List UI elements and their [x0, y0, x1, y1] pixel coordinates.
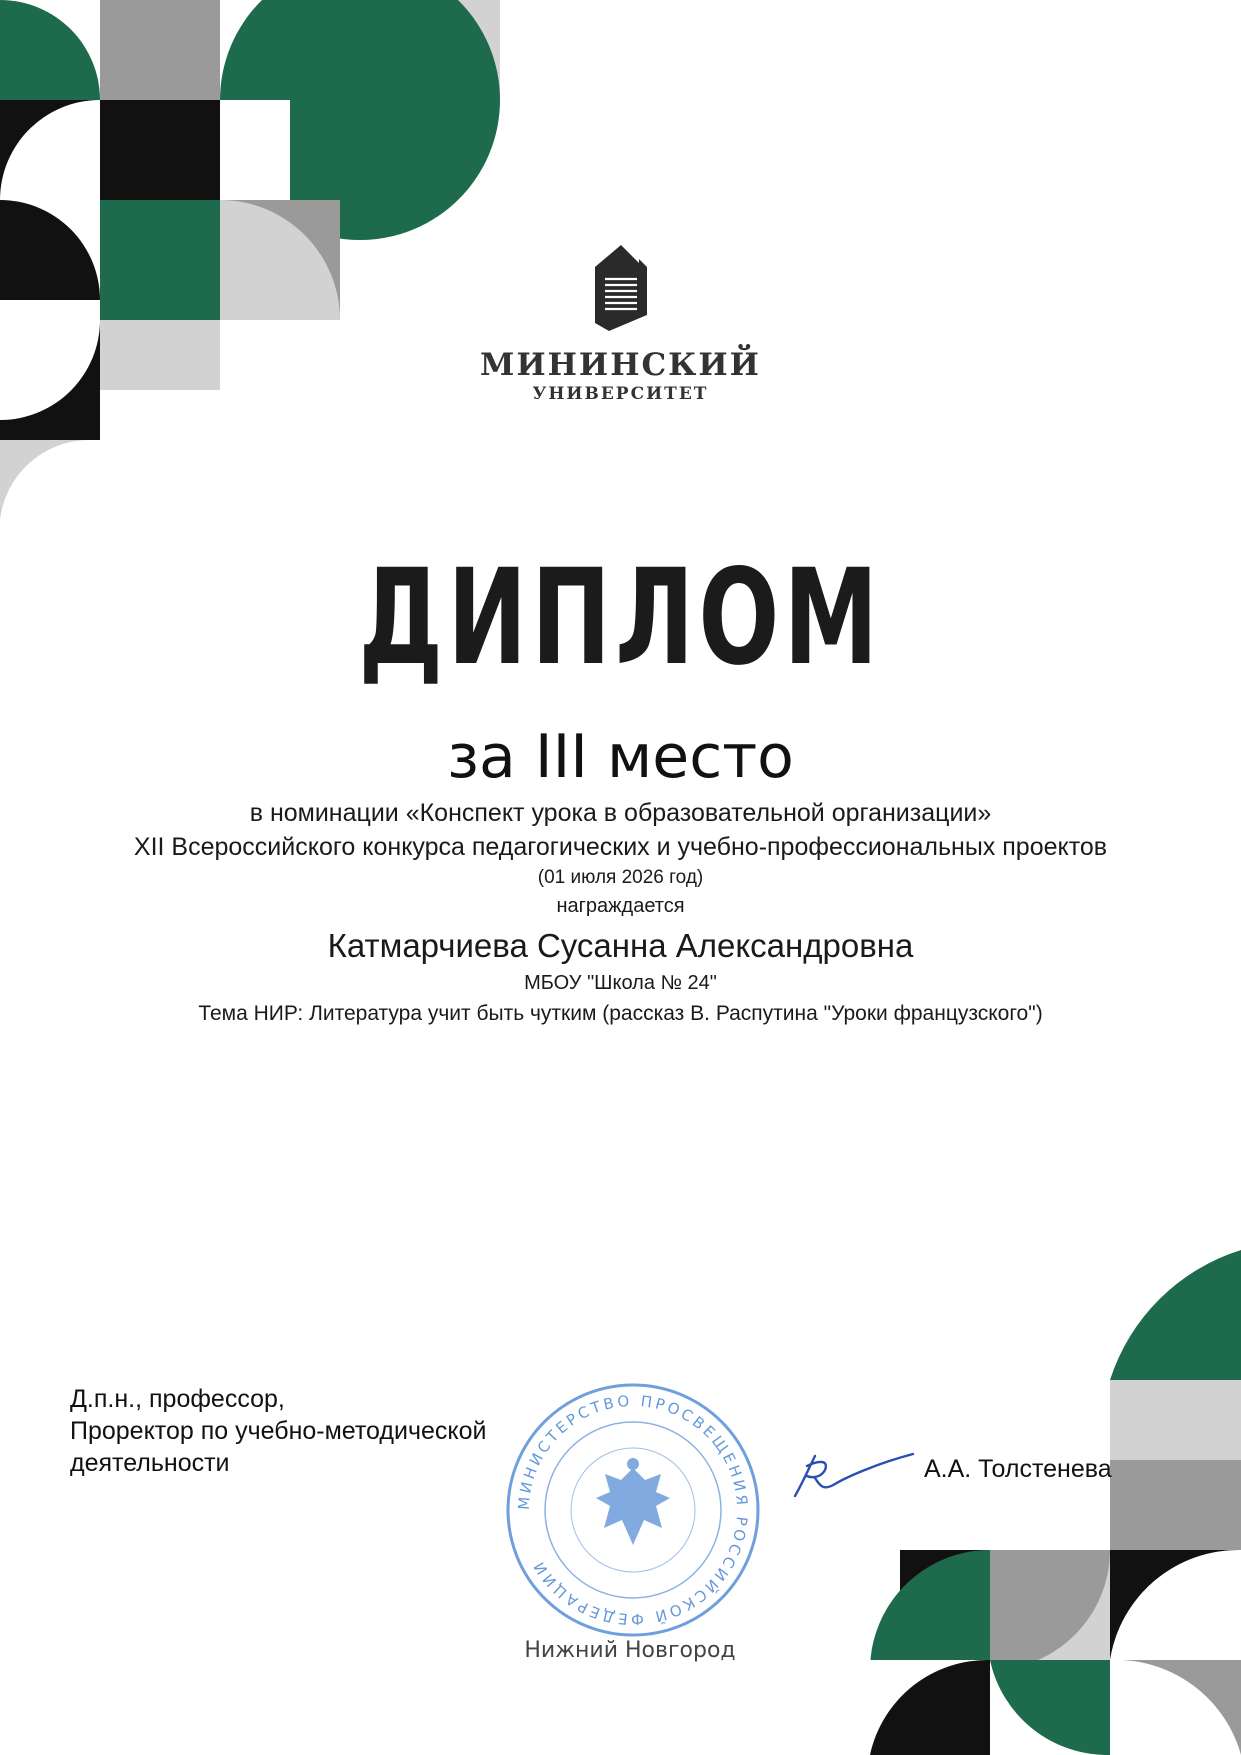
recipient-organization: МБОУ "Школа № 24" [524, 972, 717, 994]
place-heading: за III место [447, 722, 794, 792]
signatory-position-line2: Проректор по учебно-методической [70, 1417, 487, 1445]
handwritten-signature [785, 1448, 915, 1508]
research-topic: Тема НИР: Литература учит быть чутким (рассказ В. Распутина "Уроки французского") [198, 1002, 1043, 1025]
signatory-position-line1: Д.п.н., профессор, [70, 1385, 285, 1413]
city-name: Нижний Новгород [524, 1638, 736, 1663]
awarded-label: награждается [556, 895, 685, 917]
contest-date: (01 июля 2026 год) [537, 867, 704, 888]
recipient-name: Катмарчиева Сусанна Александровна [327, 927, 914, 964]
signatory-position-line3: деятельности [70, 1449, 230, 1477]
tower-icon [591, 245, 651, 333]
contest-text: XII Всероссийского конкурса педагогических и учебно-профессиональных проектов [133, 833, 1108, 861]
diploma-title: ДИПЛОМ [358, 541, 883, 695]
coat-of-arms-icon [596, 1458, 670, 1545]
university-logo [0, 245, 1241, 405]
logo-text-line1: МИНИНСКИЙ [480, 347, 761, 383]
stamp-text: МИНИСТЕРСТВО ПРОСВЕЩЕНИЯ РОССИЙСКОЙ ФЕДЕРАЦИИ [514, 1391, 752, 1629]
official-stamp [498, 1380, 768, 1640]
signatory-position [70, 1383, 530, 1479]
nomination-text: в номинации «Конспект урока в образовательной организации» [249, 799, 992, 827]
bottom-right-decoration [860, 1250, 1241, 1755]
signatory-name: А.А. Толстенева [924, 1455, 1112, 1483]
logo-text-line2: УНИВЕРСИТЕТ [532, 384, 709, 404]
